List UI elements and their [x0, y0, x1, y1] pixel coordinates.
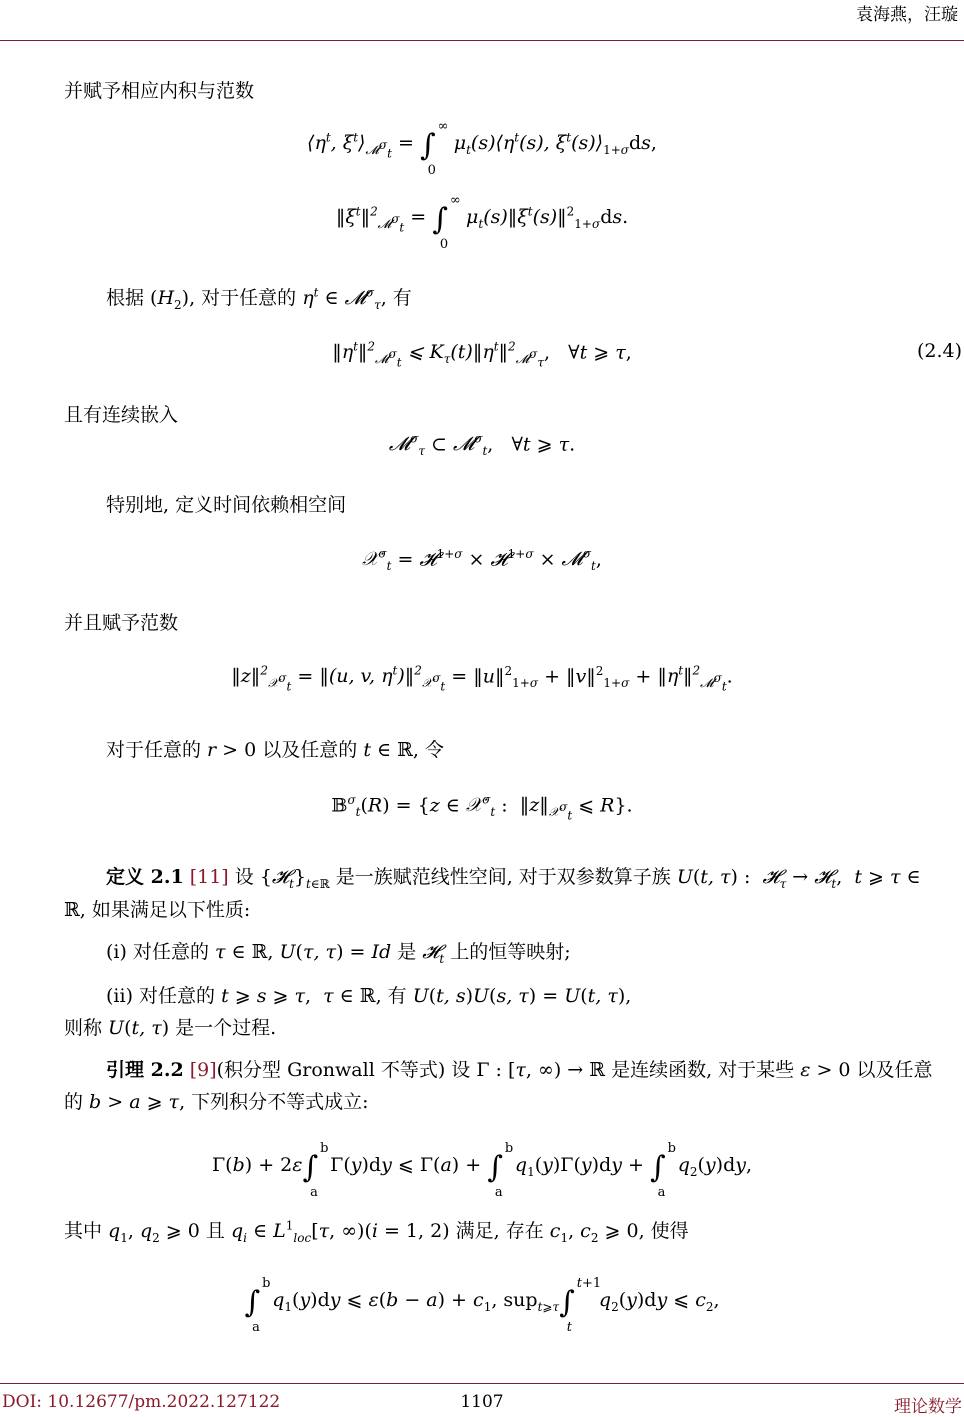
paragraph-h2: 根据 $(H_2)$, 对于任意的 $\eta^t$ ∈ 𝓜$^\sigma_\tau$, 有 — [106, 285, 412, 312]
equation-norm: $‖\xi^t‖^2_{𝓜^\sigma_t}$ = ∫ ∞ 0 $\mu_t(s)‖\xi^t(s)‖^2_{1+\sigma}ds$. — [335, 193, 629, 252]
footer-rule — [0, 1383, 964, 1384]
equation-2-4: $‖\eta^t‖^2_{𝓜^\sigma_t}$ ⩽ $K_\tau(t)‖\eta^t‖^2_{𝓜^\sigma_\tau}$, ∀t ⩾ τ, — [332, 340, 632, 370]
equation-phase-space: 𝒳$^\sigma_t$ = 𝓗$^{1+\sigma}$ × 𝓗$^{1+\sigma}$ × 𝓜$^\sigma_t$, — [362, 547, 602, 574]
definition-conclusion: 则称 U(t, τ) 是一个过程. — [64, 1017, 277, 1039]
equation-gronwall: Γ(b) + 2ε∫ b a Γ(y)dy ⩽ Γ(a) + ∫ b a $q_1(y)\Gamma(y)dy$ + ∫ b a $q_2(y)dy$, — [211, 1141, 753, 1200]
definition-2-1-cont: ℝ, 如果满足以下性质: — [64, 899, 251, 921]
footer-doi[interactable]: DOI: 10.12677/pm.2022.127122 — [2, 1392, 281, 1412]
paragraph-embedding: 且有连续嵌入 — [64, 404, 179, 426]
paragraph-phase-space: 特别地, 定义时间依赖相空间 — [106, 494, 347, 516]
paragraph-where: 其中 $q_1$, $q_2$ ⩾ 0 且 $q_i$ ∈ $L^1_{loc}[\tau$, ∞)(i = 1, 2) 满足, 存在 $c_1$, $c_2$ ⩾ 0, 使得 — [64, 1218, 689, 1245]
equation-conditions: ∫ b a $q_1(y)dy$ ⩽ $\varepsilon(b - a) + c_1$, sup$_{t⩾\tau}$∫ t+1 t $q_2(y)dy$ ⩽ $c_2$, — [244, 1276, 720, 1335]
equation-phase-norm: ‖z‖$^2_{𝒳^\sigma_t}$ = ‖(u, v, $\eta^t)‖^2_{𝒳^\sigma_t}$ = ‖u‖$^2_{1+\sigma}$ + ‖v‖$^2_{1+\sigma}$ + $‖\eta^t‖^2_{𝓜^\sigma_t}$. — [231, 664, 733, 694]
footer-journal[interactable]: 理论数学 — [894, 1397, 962, 1417]
definition-item-ii: (ii) 对任意的 t ⩾ s ⩾ τ, τ ∈ ℝ, 有 U(t, s)U(s, τ) = U(t, τ), — [106, 985, 632, 1007]
equation-ball: 𝔹$^\sigma_t$(R) = {z ∈ 𝒳$^\sigma_t$ : $‖z‖_{𝒳^\sigma_t}$ ⩽ R}. — [331, 793, 633, 823]
lemma-2-2-cont: 的 b > a ⩾ τ, 下列积分不等式成立: — [64, 1091, 369, 1113]
definition-2-1: 定义 2.1 [11] 设 $\{𝓗_t\}_{t\in ℝ}$ 是一族赋范线性空间, 对于双参数算子族 U(t, τ) : 𝓗$_\tau$ → 𝓗$_t$, t ⩾ τ ∈ — [106, 866, 921, 891]
equation-inner-product: $⟨\eta^t$, $\xi^t⟩_{𝓜^\sigma_t}$ = ∫ ∞ 0 $\mu_t(s)⟨\eta^t(s)$, $\xi^t(s)⟩_{1+\sigma}ds$, — [307, 119, 657, 178]
running-header-authors: 袁海燕，汪璇 — [856, 5, 958, 25]
paragraph-assign-norm: 并且赋予范数 — [64, 612, 179, 634]
lemma-2-2: 引理 2.2 [9](积分型 Gronwall 不等式) 设 Γ : [τ, ∞) → ℝ 是连续函数, 对于某些 ε > 0 以及任意 — [106, 1059, 933, 1081]
definition-item-i: (i) 对任意的 τ ∈ ℝ, U(τ, τ) = Id 是 𝓗$_t$ 上的恒等映射; — [106, 941, 571, 966]
header-rule — [0, 40, 964, 41]
footer-page-number: 1107 — [460, 1392, 504, 1412]
paragraph-inner-product: 并赋予相应内积与范数 — [64, 80, 255, 102]
equation-number-2-4: (2.4) — [916, 340, 962, 362]
paragraph-for-any-r: 对于任意的 r > 0 以及任意的 t ∈ ℝ, 令 — [106, 739, 444, 761]
equation-embedding: 𝓜$^\sigma_\tau$ ⊂ 𝓜$^\sigma_t$, ∀t ⩾ τ. — [388, 432, 576, 459]
